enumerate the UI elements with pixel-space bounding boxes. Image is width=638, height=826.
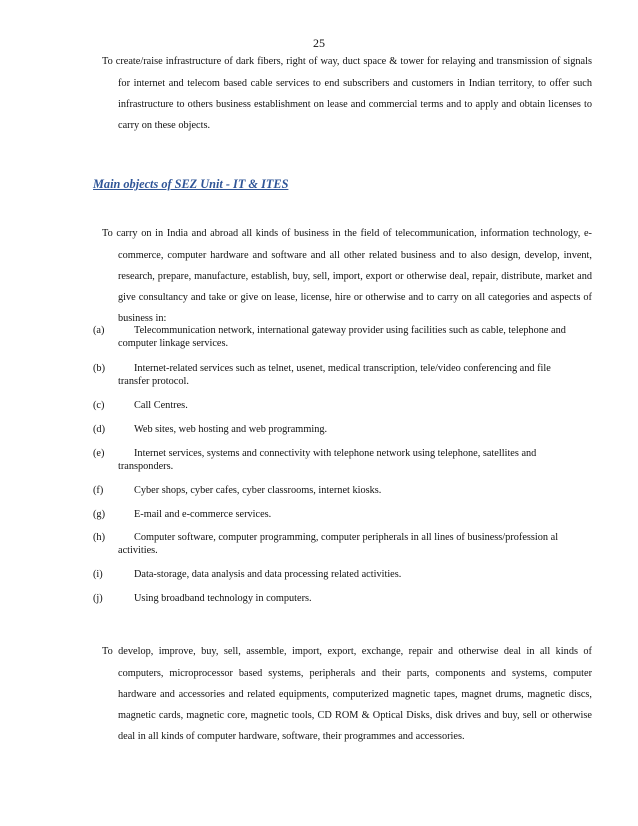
list-item-text: Internet-related services such as telnet, usenet, medical transcription, tele/video conferencing and file transfer protocol. <box>118 363 551 387</box>
list-item-text: Call Centres. <box>134 400 188 411</box>
list-item-label: (j) <box>93 593 103 604</box>
list-item-label: (f) <box>93 485 104 496</box>
list-item-text: Internet services, systems and connectivity with telephone network using telephone, satellites and transponders. <box>118 448 537 472</box>
list-item-text: E-mail and e-commerce services. <box>134 509 272 520</box>
list-item <box>93 593 573 606</box>
list-item-label: (e) <box>93 448 105 459</box>
list-item <box>93 569 573 582</box>
list-item <box>93 509 573 522</box>
list-item <box>93 485 573 498</box>
list-item-label: (g) <box>93 509 106 520</box>
section-paragraph: To carry on in India and abroad all kinds of business in the field of telecommunication, information technology, e-commerce, computer hardware and software and all other related business and to also design, develop, invent, research, prepare, manufacture, establish, buy, sell, import, export or otherwise deal, repair, distribute, market and give consultancy and take or give on lease, license, hire or otherwise and to carry on all categories and aspects of business in: <box>102 228 592 325</box>
list-item-label: (c) <box>93 400 105 411</box>
list-item-text: Cyber shops, cyber cafes, cyber classrooms, internet kiosks. <box>134 485 382 496</box>
list-item-text: Data-storage, data analysis and data processing related activities. <box>134 569 402 580</box>
section-heading: Main objects of SEZ Unit - IT & ITES <box>93 177 289 191</box>
intro-paragraph: To create/raise infrastructure of dark fibers, right of way, duct space & tower for relaying and transmission of signals for internet and telecom based cable services to end subscribers and customers in Indian territory, to offer such infrastructure to others business establishment on lease and commercial terms and to apply and obtain licenses to carry on these objects. <box>102 56 592 131</box>
list-item <box>93 363 573 388</box>
list-item-label: (b) <box>93 363 106 374</box>
list-item-text: Computer software, computer programming, computer peripherals in all lines of business/profession al activities. <box>118 532 559 556</box>
list-item <box>93 325 573 350</box>
list-item-label: (h) <box>93 532 106 543</box>
list-item-text: Web sites, web hosting and web programming. <box>134 424 328 435</box>
list-item-label: (a) <box>93 325 105 336</box>
list-item-label: (i) <box>93 569 103 580</box>
closing-paragraph: To develop, improve, buy, sell, assemble, import, export, exchange, repair and otherwise deal in all kinds of computers, microprocessor based systems, peripherals and their parts, components and systems, computer hardware and accessories and related equipments, computerized magnetic tapes, magnet drums, magnetic discs, magnetic cards, magnetic core, magnetic tools, CD ROM & Optical Disks, disk drives and buy, sell or otherwise deal in all kinds of computer hardware, software, their programmes and accessories. <box>102 646 592 743</box>
list-item-label: (d) <box>93 424 106 435</box>
list-item <box>93 400 573 413</box>
list-item-text: Using broadband technology in computers. <box>134 593 312 604</box>
list-item <box>93 532 573 557</box>
list-item <box>93 448 573 473</box>
list-item <box>93 424 573 437</box>
page-number: 25 <box>313 36 325 50</box>
list-item-text: Telecommunication network, international gateway provider using facilities such as cable, telephone and computer linkage services. <box>118 325 566 349</box>
